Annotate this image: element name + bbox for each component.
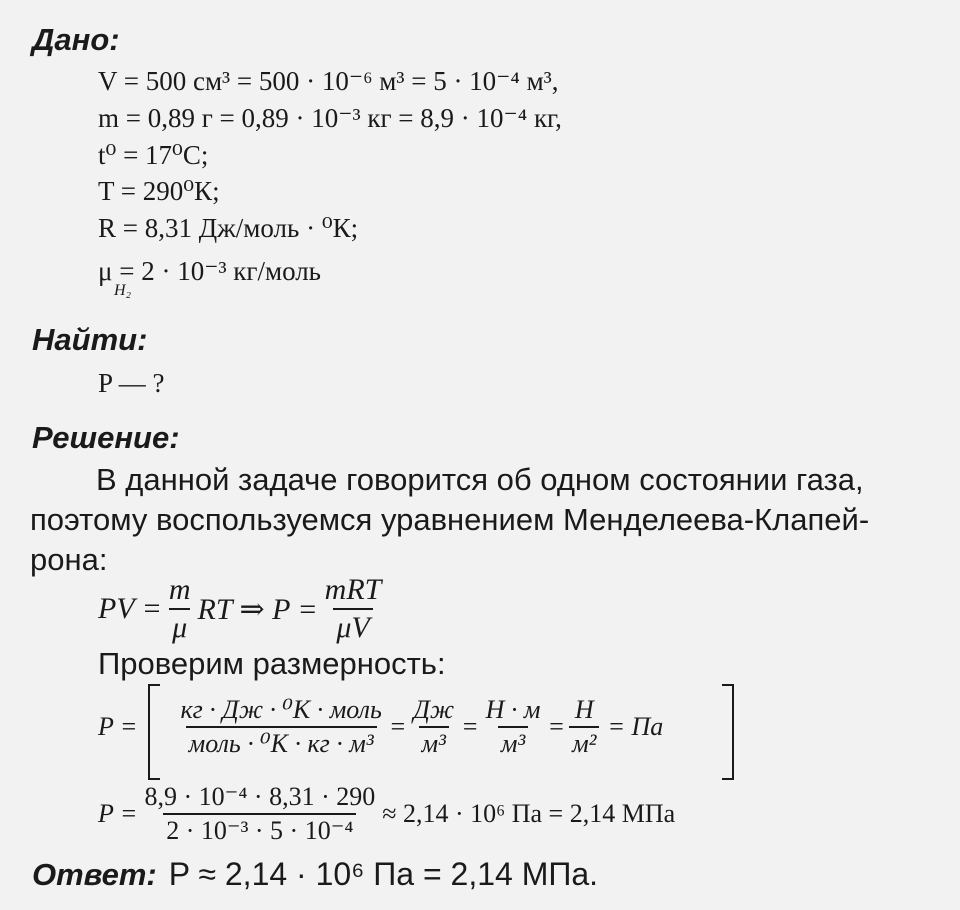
equation-fraction-result [322,573,385,645]
dimension-fraction-1 [177,695,384,759]
solution-text-line-2: поэтому воспользуемся уравнением Менделеева-Клапей- [30,502,870,537]
dimension-check-title: Проверим размерность: [98,646,446,681]
dimension-f2-num: Дж [413,695,455,724]
numeric-lhs: P = [98,799,138,828]
dimension-f3-den: м³ [498,726,528,759]
dimension-fraction-3 [483,695,544,759]
dimension-f2-den: м³ [419,726,449,759]
dimension-f4-num: Н [574,695,594,724]
answer-text: P ≈ 2,14 · 10⁶ Па = 2,14 МПа. [168,856,599,892]
given-line-temp-k: T = 290⁰К; [98,176,220,206]
equation-lhs: PV = [98,592,162,625]
heading-answer: Ответ: [32,857,157,892]
numeric-fraction [141,782,378,846]
equation-frac2-num: mRT [324,573,382,606]
dimension-eq-2: = [461,712,479,741]
given-line-gas-constant: R = 8,31 Дж/моль · ⁰К; [98,213,359,243]
numeric-num: 8,9 · 10⁻⁴ · 8,31 · 290 [144,782,376,811]
right-square-bracket [722,684,734,780]
dimension-f4-den: м² [569,726,599,759]
molar-mass-subscript: H₂ [114,282,132,299]
dimension-f1-num: кг · Дж · ⁰К · моль [180,695,382,724]
equation-frac1-den: μ [169,608,190,645]
dimension-f3-num: Н · м [485,695,541,724]
equation-mid: RT ⇒ P = [197,592,318,626]
heading-find: Найти: [32,322,148,357]
equation-fraction-m-mu [166,573,194,645]
heading-solution: Решение: [32,420,180,455]
answer-line [32,856,598,893]
given-line-molar-mass [98,256,321,287]
dimension-fraction-2 [410,695,457,759]
solution-text-line-1: В данной задаче говорится об одном состоянии газа, [96,462,864,497]
equation-frac1-num: m [168,573,191,606]
dimension-eq-3: = [547,712,566,741]
given-line-volume: V = 500 см³ = 500 · 10⁻⁶ м³ = 5 · 10⁻⁴ м³, [98,66,559,96]
dimension-check-equation [98,690,663,764]
numeric-result: ≈ 2,14 · 10⁶ Па = 2,14 МПа [382,799,676,828]
dimension-f1-den: моль · ⁰К · кг · м³ [186,726,377,759]
equation-frac2-den: μV [333,608,372,645]
dimension-eq-1: = [388,712,407,741]
left-square-bracket [148,684,160,780]
dimension-result: = Па [607,712,664,741]
given-line-temp-c: t⁰ = 17⁰С; [98,140,209,170]
given-line-mass: m = 0,89 г = 0,89 · 10⁻³ кг = 8,9 · 10⁻⁴ кг, [98,103,562,133]
dimension-lhs: P = [98,712,138,741]
find-line: P — ? [98,368,165,398]
mendeleev-clapeyron-equation [98,573,388,644]
molar-mass-text: μ = 2 · 10⁻³ кг/моль [98,256,322,286]
dimension-fraction-4 [569,695,599,759]
solution-text-line-3: рона: [30,542,108,577]
numeric-den: 2 · 10⁻³ · 5 · 10⁻⁴ [163,813,356,846]
numeric-computation [98,778,675,850]
heading-given: Дано: [32,22,120,57]
